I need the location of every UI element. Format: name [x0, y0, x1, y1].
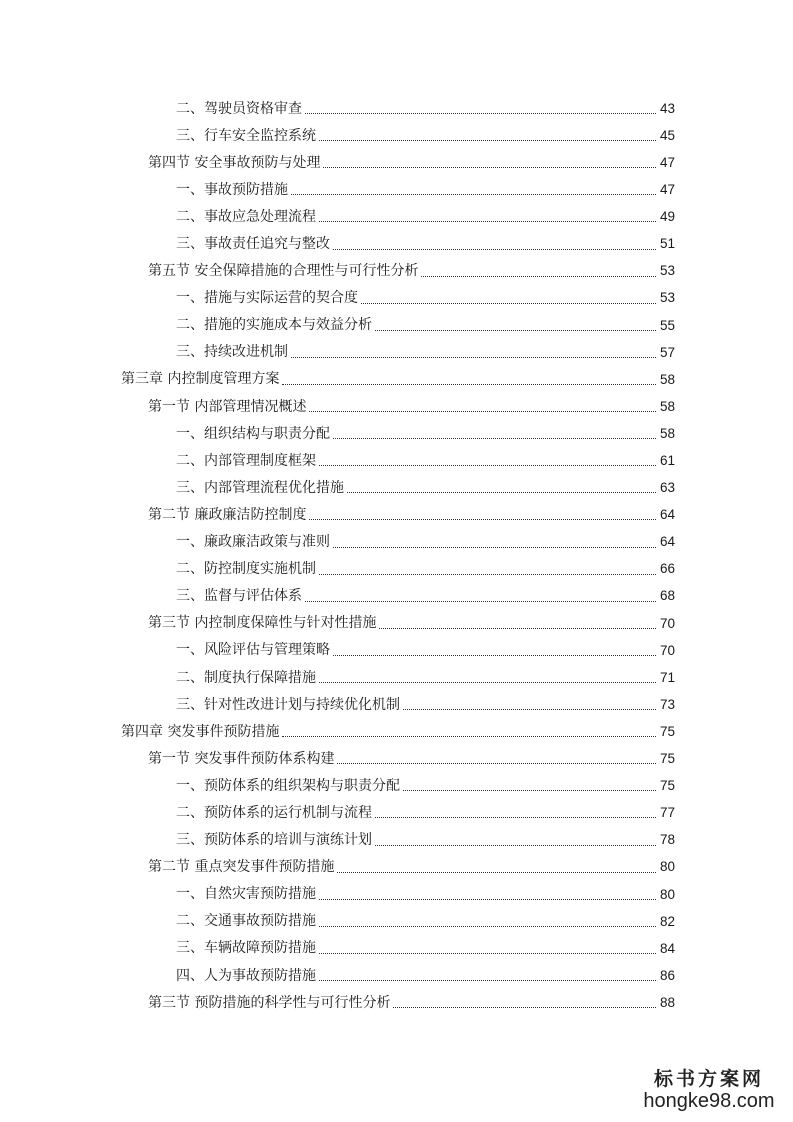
toc-entry-title: 一、风险评估与管理策略	[176, 642, 330, 659]
toc-leader-dots	[337, 749, 656, 764]
toc-leader-dots	[403, 776, 656, 791]
toc-entry[interactable]	[0, 718, 793, 745]
toc-entry-page: 47	[659, 182, 675, 198]
toc-entry-page: 58	[659, 425, 675, 441]
toc-entry[interactable]	[0, 447, 793, 474]
toc-entry[interactable]	[0, 501, 793, 528]
toc-entry-title: 四、人为事故预防措施	[176, 967, 316, 984]
toc-leader-dots	[337, 858, 656, 873]
toc-leader-dots	[282, 370, 656, 385]
toc-leader-dots	[319, 207, 656, 222]
toc-entry[interactable]	[0, 95, 793, 122]
toc-leader-dots	[333, 424, 656, 439]
toc-entry-page: 71	[659, 669, 675, 685]
toc-leader-dots	[375, 316, 656, 331]
toc-entry-title: 一、自然灾害预防措施	[176, 886, 316, 903]
toc-leader-dots	[347, 478, 656, 493]
toc-entry-title: 三、监督与评估体系	[176, 588, 302, 605]
toc-entry[interactable]	[0, 691, 793, 718]
toc-leader-dots	[291, 180, 656, 195]
toc-leader-dots	[319, 668, 656, 683]
toc-leader-dots	[282, 722, 656, 737]
toc-leader-dots	[305, 99, 656, 114]
toc-entry-page: 45	[659, 127, 675, 143]
toc-leader-dots	[361, 289, 656, 304]
toc-entry-page: 68	[659, 588, 675, 604]
toc-entry-page: 61	[659, 453, 675, 469]
toc-entry-title: 二、内部管理制度框架	[176, 452, 316, 469]
toc-entry-title: 一、廉政廉洁政策与准则	[176, 534, 330, 551]
toc-entry[interactable]	[0, 203, 793, 230]
watermark-title: 标书方案网	[653, 1068, 764, 1091]
toc-entry[interactable]	[0, 230, 793, 257]
toc-entry-title: 二、防控制度实施机制	[176, 561, 316, 578]
toc-entry-page: 58	[659, 398, 675, 414]
toc-entry-title: 第五节 安全保障措施的合理性与可行性分析	[148, 263, 419, 280]
toc-entry-page: 43	[659, 100, 675, 116]
toc-entry[interactable]	[0, 637, 793, 664]
toc-entry-page: 88	[659, 994, 675, 1010]
toc-entry-title: 二、交通事故预防措施	[176, 913, 316, 930]
table-of-contents	[0, 95, 793, 1016]
toc-entry-title: 第一节 突发事件预防体系构建	[148, 750, 335, 767]
toc-entry-title: 第四节 安全事故预防与处理	[148, 154, 321, 171]
toc-entry[interactable]	[0, 285, 793, 312]
toc-leader-dots	[305, 587, 656, 602]
toc-entry-title: 二、措施的实施成本与效益分析	[176, 317, 372, 334]
toc-entry-title: 第二节 重点突发事件预防措施	[148, 859, 335, 876]
toc-entry[interactable]	[0, 474, 793, 501]
toc-leader-dots	[421, 262, 656, 277]
toc-entry-title: 第三节 预防措施的科学性与可行性分析	[148, 994, 391, 1011]
toc-entry-title: 二、事故应急处理流程	[176, 208, 316, 225]
toc-entry-page: 51	[659, 236, 675, 252]
toc-entry[interactable]	[0, 258, 793, 285]
toc-leader-dots	[379, 614, 656, 629]
toc-entry[interactable]	[0, 827, 793, 854]
toc-leader-dots	[319, 560, 656, 575]
toc-leader-dots	[333, 235, 656, 250]
toc-entry-title: 第三节 内控制度保障性与针对性措施	[148, 615, 377, 632]
toc-entry-page: 77	[659, 805, 675, 821]
toc-leader-dots	[323, 153, 656, 168]
toc-entry-page: 53	[659, 263, 675, 279]
toc-entry-page: 49	[659, 209, 675, 225]
toc-entry-title: 第一节 内部管理情况概述	[148, 398, 307, 415]
watermark	[639, 1069, 779, 1112]
toc-leader-dots	[319, 966, 656, 981]
toc-leader-dots	[291, 343, 656, 358]
toc-entry[interactable]	[0, 989, 793, 1016]
toc-entry-page: 70	[659, 615, 675, 631]
toc-entry-title: 一、组织结构与职责分配	[176, 425, 330, 442]
toc-entry-title: 三、预防体系的培训与演练计划	[176, 832, 372, 849]
toc-entry-title: 二、制度执行保障措施	[176, 669, 316, 686]
toc-entry[interactable]	[0, 393, 793, 420]
toc-entry-page: 64	[659, 507, 675, 523]
toc-entry-page: 80	[659, 886, 675, 902]
toc-entry-page: 64	[659, 534, 675, 550]
toc-entry-title: 三、持续改进机制	[176, 344, 288, 361]
toc-entry-page: 70	[659, 642, 675, 658]
toc-entry-title: 二、驾驶员资格审查	[176, 100, 302, 117]
toc-entry[interactable]	[0, 339, 793, 366]
toc-entry-title: 三、针对性改进计划与持续优化机制	[176, 696, 400, 713]
toc-entry-title: 一、事故预防措施	[176, 181, 288, 198]
toc-entry[interactable]	[0, 610, 793, 637]
toc-entry-page: 66	[659, 561, 675, 577]
toc-leader-dots	[319, 451, 656, 466]
toc-entry-page: 75	[659, 751, 675, 767]
toc-entry-title: 二、预防体系的运行机制与流程	[176, 804, 372, 821]
toc-leader-dots	[319, 912, 656, 927]
toc-entry-page: 55	[659, 317, 675, 333]
toc-leader-dots	[319, 939, 656, 954]
toc-entry[interactable]	[0, 935, 793, 962]
toc-entry-title: 三、内部管理流程优化措施	[176, 479, 344, 496]
toc-entry[interactable]	[0, 772, 793, 799]
toc-entry[interactable]	[0, 745, 793, 772]
toc-entry[interactable]	[0, 583, 793, 610]
toc-entry-title: 一、措施与实际运营的契合度	[176, 290, 358, 307]
toc-entry[interactable]	[0, 908, 793, 935]
toc-entry[interactable]	[0, 881, 793, 908]
toc-entry-page: 58	[659, 371, 675, 387]
toc-entry[interactable]	[0, 312, 793, 339]
toc-leader-dots	[319, 885, 656, 900]
toc-leader-dots	[393, 993, 656, 1008]
watermark-url: hongke98.com	[643, 1090, 775, 1112]
toc-entry-page: 47	[659, 154, 675, 170]
toc-entry-title: 三、事故责任追究与整改	[176, 236, 330, 253]
toc-entry-title: 第四章 突发事件预防措施	[121, 723, 280, 740]
toc-entry-title: 三、行车安全监控系统	[176, 127, 316, 144]
toc-entry[interactable]	[0, 664, 793, 691]
toc-leader-dots	[333, 533, 656, 548]
toc-entry-title: 第三章 内控制度管理方案	[121, 371, 280, 388]
toc-entry-page: 82	[659, 913, 675, 929]
toc-entry-page: 84	[659, 940, 675, 956]
toc-entry-page: 78	[659, 832, 675, 848]
toc-entry[interactable]	[0, 420, 793, 447]
toc-entry-page: 75	[659, 723, 675, 739]
toc-entry-page: 53	[659, 290, 675, 306]
toc-entry[interactable]	[0, 366, 793, 393]
toc-entry-title: 一、预防体系的组织架构与职责分配	[176, 777, 400, 794]
toc-entry[interactable]	[0, 149, 793, 176]
toc-entry-page: 80	[659, 859, 675, 875]
toc-entry-page: 57	[659, 344, 675, 360]
toc-entry[interactable]	[0, 799, 793, 826]
toc-entry[interactable]	[0, 962, 793, 989]
toc-entry[interactable]	[0, 854, 793, 881]
toc-entry-page: 86	[659, 967, 675, 983]
toc-entry-page: 73	[659, 696, 675, 712]
toc-leader-dots	[309, 505, 656, 520]
toc-entry-page: 75	[659, 778, 675, 794]
toc-entry[interactable]	[0, 122, 793, 149]
toc-leader-dots	[309, 397, 656, 412]
toc-entry-title: 三、车辆故障预防措施	[176, 940, 316, 957]
toc-entry[interactable]	[0, 176, 793, 203]
toc-entry-page: 63	[659, 480, 675, 496]
toc-leader-dots	[319, 126, 656, 141]
toc-leader-dots	[333, 641, 656, 656]
toc-entry[interactable]	[0, 529, 793, 556]
toc-entry[interactable]	[0, 556, 793, 583]
toc-leader-dots	[375, 831, 656, 846]
toc-leader-dots	[375, 803, 656, 818]
toc-entry-title: 第二节 廉政廉洁防控制度	[148, 506, 307, 523]
toc-leader-dots	[403, 695, 656, 710]
